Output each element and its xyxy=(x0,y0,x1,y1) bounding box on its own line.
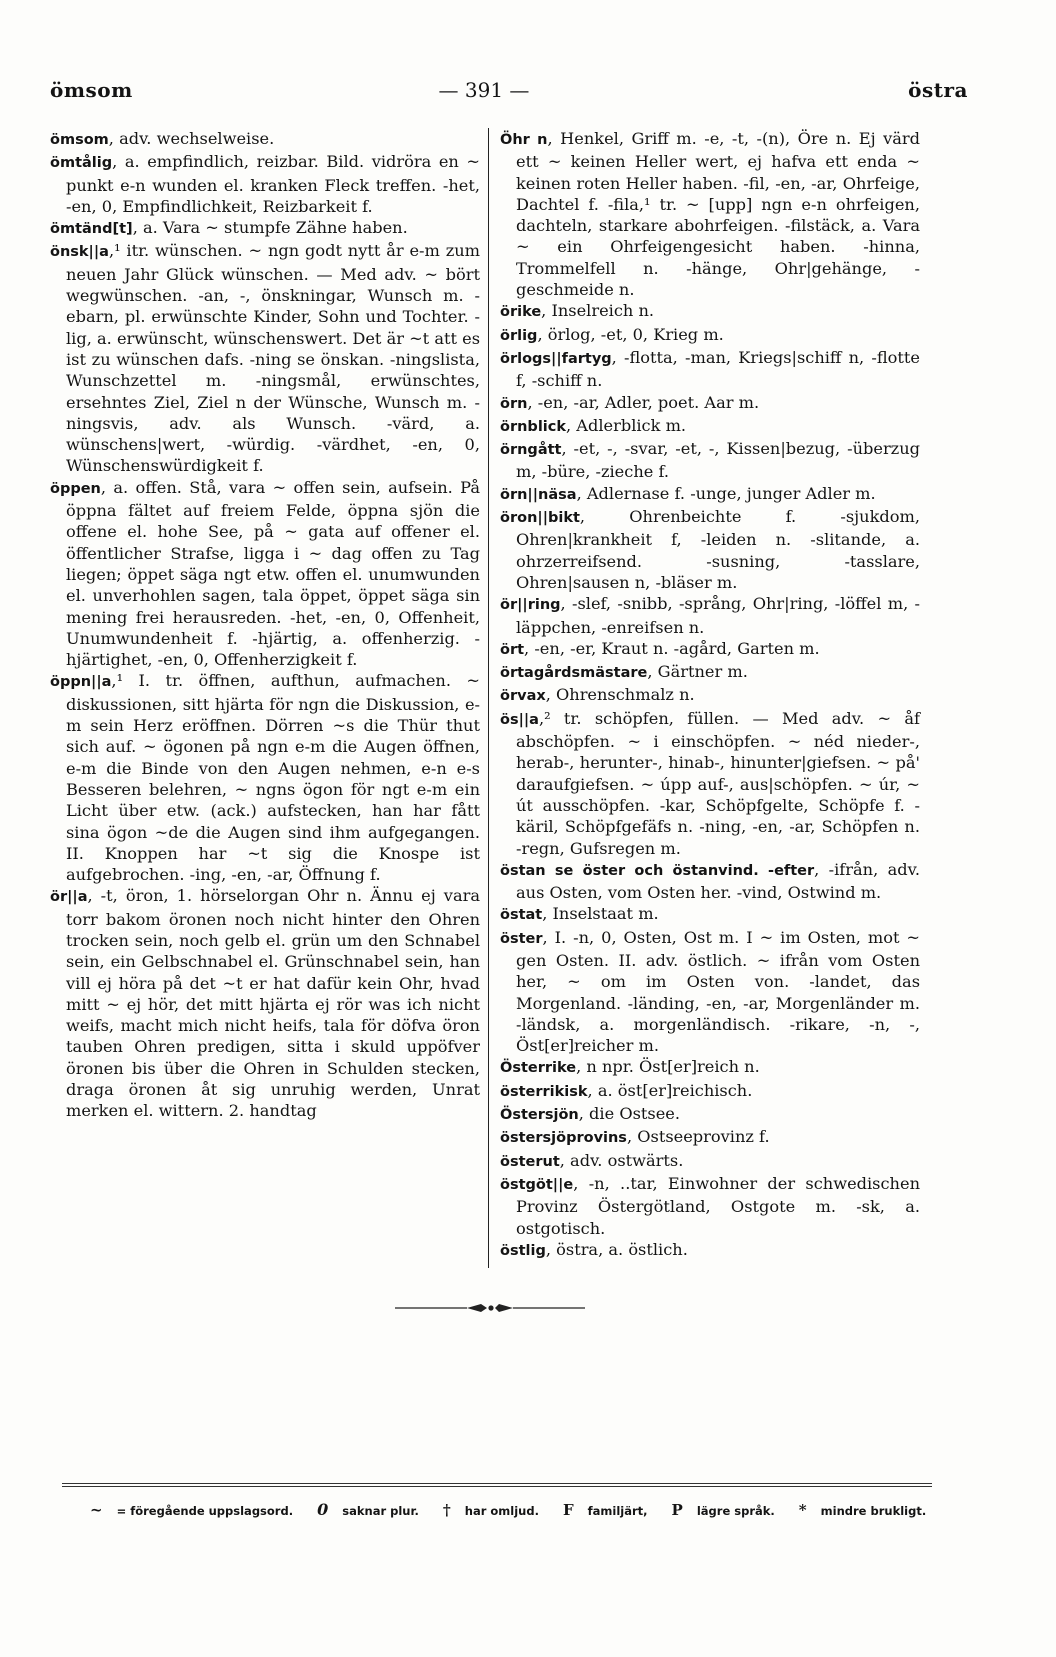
headword: ömsom xyxy=(50,132,109,148)
headword: ör||ring xyxy=(500,597,561,614)
entry-osa: ös||a,² tr. schöpfen, füllen. — Med adv. ~ åf abschöpfen. ~ i einschöpfen. ~ néd nieder-, herab-, herunter-, hinab-, hinunter|giefsen. ~ på' daraufgiefsen. ~ úpp auf-, aus|schöpfen. ~ úr, ~ út ausschöpfen. -kar, Schöpfgelte, Schöpfe f. -käril, Schöpfgefäfs n. -ning, -en, -ar, Schöpfen n. -regn, Gufsregen m. xyxy=(500,708,920,858)
headword: örike xyxy=(500,304,542,321)
headword: öppn||a xyxy=(50,674,112,691)
entry-orlig: örlig, örlog, -et, 0, Krieg m. xyxy=(500,324,724,344)
page-header xyxy=(50,78,968,108)
entry-ora: ör||a, -t, öron, 1. hörselorgan Ohr n. Ännu ej vara torr bakom öronen noch nicht hinter den Ohren trocken sein, noch gelb el. grün um den Schnabel sein, ein Gelbschnabel el. Grünschnabel sein, han vill ej höra på det ~t er hat dafür kein Ohr, hvad mitt ~ ej hör, det mitt hjärta ej rör was ich nicht weifs, macht mich nicht heifs, tala för döfva öron tauben Ohren predigen, sitta i skuld uppöfver öronen bis über die Ohren in Schulden stecken, draga öronen åt sig unruhig werden, Unrat merken el. wittern. 2. handtag xyxy=(50,886,480,1121)
entry-orike: örike, Inselreich n. xyxy=(500,301,655,321)
key-rare: * mindre brukligt. xyxy=(798,1501,927,1519)
headword: örn xyxy=(500,395,528,412)
headword: öron||bikt xyxy=(500,510,580,527)
key-dagger: † har omljud. xyxy=(442,1501,539,1519)
headword: örn||näsa xyxy=(500,486,577,503)
headword: östan se öster och östanvind. -efter xyxy=(500,862,815,879)
headword: Östersjön xyxy=(500,1107,579,1124)
headword: önsk||a xyxy=(50,244,109,261)
tilde-symbol: ~ xyxy=(90,1501,103,1519)
headword: ös||a xyxy=(500,711,539,728)
page-number: — 391 — xyxy=(438,78,530,102)
headword: östat xyxy=(500,907,543,924)
entry-ortagardsmastare: örtagårdsmästare, Gärtner m. xyxy=(500,662,748,682)
entry-osterrikisk: österrikisk, a. öst[er]reichisch. xyxy=(500,1080,753,1100)
headword: örlogs||fartyg xyxy=(500,350,612,367)
entry-ostersjoprovins: östersjöprovins, Ostseeprovinz f. xyxy=(500,1127,770,1147)
entry-ostat: östat, Inselstaat m. xyxy=(500,904,659,924)
footer-rule-double xyxy=(62,1486,932,1487)
header-right-guideword: östra xyxy=(908,78,968,102)
entry-omtand: ömtänd[t], a. Vara ~ stumpfe Zähne haben. xyxy=(50,218,408,238)
right-column xyxy=(500,128,920,1262)
headword: östlig xyxy=(500,1242,546,1259)
zero-symbol: 0 xyxy=(317,1500,329,1519)
headword: östgöt||e xyxy=(500,1176,574,1193)
headword: örngått xyxy=(500,442,562,459)
headword: ömtänd[t] xyxy=(50,221,133,238)
headword: öppen xyxy=(50,480,101,497)
f-symbol: F xyxy=(562,1501,574,1519)
entry-ostgote: östgöt||e, -n, ..tar, Einwohner der schwedischen Provinz Östergötland, Ostgote m. -sk, a. ostgotisch. xyxy=(500,1173,920,1238)
entry-oppna: öppn||a,¹ I. tr. öffnen, aufthun, aufmachen. ~ diskussionen, sitt hjärta för ngn die Diskussion, e-m sein Herz eröffnen. Dörren ~s die Thür thut sich auf. ~ ögonen på ngn e-m die Augen öffnen, e-m die Binde von den Augen nehmen, e-n e-s Besseren belehren, ~ ngns ögon för ngt e-m ein Licht über etw. (ack.) aufstecken, han har fått sina ögon ~de die Augen sind ihm aufgegangen. II. Knoppen har ~t sig die Knospe ist aufgebrochen. -ing, -en, -ar, Öffnung f. xyxy=(50,671,480,885)
headword: ört xyxy=(500,641,525,658)
entry-omtalig: ömtålig, a. empfindlich, reizbar. Bild. vidröra en ~ punkt e-n wunden el. kranken Fleck treffen. -het, -en, 0, Empfindlichkeit, Reizbarkeit f. xyxy=(50,152,480,216)
entry-ort: ört, -en, -er, Kraut n. -agård, Garten m. xyxy=(500,638,820,658)
headword: örnblick xyxy=(500,418,566,435)
entry-orlogs: örlogs||fartyg, -flotta, -man, Kriegs|schiff n, -flotte f, -schiff n. xyxy=(500,347,920,391)
header-left-guideword: ömsom xyxy=(50,78,133,102)
entry-oppen: öppen, a. offen. Stå, vara ~ offen sein, aufsein. På öppna fältet auf freiem Felde, öppna sjön die offene el. hohe See, på ~ gata auf offener el. öffentlicher Strafse, ligga i ~ dag offen zu Tag liegen; öppet säga ngt etw. offen el. unumwunden el. unverhohlen sagen, tala öppet, öppet säga sin mening frei herausreden. -het, -en, 0, Offenheit, Unumwundenheit f. -hjärtig, a. offenherzig. -hjärtighet, -en, 0, Offenherzigkeit f. xyxy=(50,477,480,670)
key-low-language: P lägre språk. xyxy=(671,1501,775,1519)
key-familiar: F familjärt, xyxy=(562,1501,648,1519)
entry-omsom: ömsom, adv. wechselweise. xyxy=(50,129,275,148)
entry-ornnasa: örn||näsa, Adlernase f. -unge, junger Adler m. xyxy=(500,483,876,503)
headword: ör||a xyxy=(50,889,88,906)
headword: österut xyxy=(500,1153,560,1170)
headword: Österrike xyxy=(500,1060,577,1077)
headword: Öhr n xyxy=(500,132,548,148)
entry-oron: öron||bikt, Ohrenbeichte f. -sjukdom, Ohren|krankheit f, -leiden n. -slitande, a. ohrzerreifsend. -susning, -tasslare, Ohren|sausen n, -bläser m. xyxy=(500,507,920,592)
entry-ora-continued: Öhr n, Henkel, Griff m. -e, -t, -(n), Öre n. Ej värd ett ~ keinen Heller wert, ej hafva ett enda ~ keinen roten Heller haben. -fil, -en, -ar, Ohrfeige, Dachtel f. -fila,¹ tr. ~ [upp] ngn e-n ohrfeigen, dachteln, starkare abohrfeigen. -filstäck, a. Vara ~ ein Ohrfeigengesicht haben. -hinna, Trommelfell n. -hänge, Ohr|gehänge, -geschmeide n. xyxy=(500,129,921,300)
entry-ostersjon: Östersjön, die Ostsee. xyxy=(500,1104,681,1124)
entry-onska: önsk||a,¹ itr. wünschen. ~ ngn godt nytt år e-m zum neuen Jahr Glück wünschen. — Med adv. ~ bört wegwünschen. -an, -, önskningar, Wunsch m. -ebarn, pl. erwünschte Kinder, Sohn und Tochter. -lig, a. erwünscht, wünschenswert. Det är ~t att es ist zu wünschen dafs. -ning se önskan. -ningslista, Wunschzettel m. -ningsmål, erwünschtes, ersehntes Ziel, Ziel n der Wünsche, Wunsch m. -ningsvis, adv. als Wunsch. -värd, a. wünschens|wert, -würdig. -värdhet, -en, 0, Wünschenswürdigkeit f. xyxy=(50,241,481,476)
asterisk-symbol: * xyxy=(798,1501,807,1519)
entry-orvax: örvax, Ohrenschmalz n. xyxy=(500,685,695,705)
headword: örlig xyxy=(500,327,538,344)
key-tilde: ~ = föregående uppslagsord. xyxy=(90,1501,294,1519)
left-column xyxy=(50,128,480,1122)
entry-osterrike: Österrike, n npr. Öst[er]reich n. xyxy=(500,1057,760,1077)
headword: örtagårdsmästare xyxy=(500,665,648,682)
footer-rule xyxy=(62,1483,932,1484)
entry-ostlig: östlig, östra, a. östlich. xyxy=(500,1239,688,1259)
entry-ostan: östan se öster och östanvind. -efter, -ifrån, adv. aus Osten, vom Osten her. -vind, Ostwind m. xyxy=(500,859,920,903)
headword: östersjöprovins xyxy=(500,1130,627,1147)
entry-oster: öster, I. -n, 0, Osten, Ost m. I ~ im Osten, mot ~ gen Osten. II. adv. östlich. ~ ifrån vom Osten her, ~ om im Osten von. -landet, das Morgenland. -länding, -en, -ar, Morgenländer m. -ländsk, a. morgenländisch. -rikare, -n, -, Öst[er]reicher m. xyxy=(500,927,920,1056)
end-ornament xyxy=(395,1302,585,1314)
entry-orngatt: örngått, -et, -, -svar, -et, -, Kissen|bezug, -überzug m, -büre, -zieche f. xyxy=(500,439,920,482)
entry-osterut: österut, adv. ostwärts. xyxy=(500,1150,684,1170)
headword: öster xyxy=(500,930,543,947)
column-divider xyxy=(488,128,489,1268)
abbreviation-key xyxy=(90,1500,940,1519)
entry-orn: örn, -en, -ar, Adler, poet. Aar m. xyxy=(500,392,760,412)
key-zero: 0 saknar plur. xyxy=(317,1500,419,1519)
headword: örvax xyxy=(500,688,546,705)
dagger-symbol: † xyxy=(442,1501,451,1519)
entry-ornblick: örnblick, Adlerblick m. xyxy=(500,415,687,435)
headword: ömtålig xyxy=(50,155,113,172)
p-symbol: P xyxy=(671,1501,683,1519)
entry-orring: ör||ring, -slef, -snibb, -språng, Ohr|ring, -löffel m, -läppchen, -enreifsen n. xyxy=(500,594,920,637)
headword: österrikisk xyxy=(500,1083,588,1100)
